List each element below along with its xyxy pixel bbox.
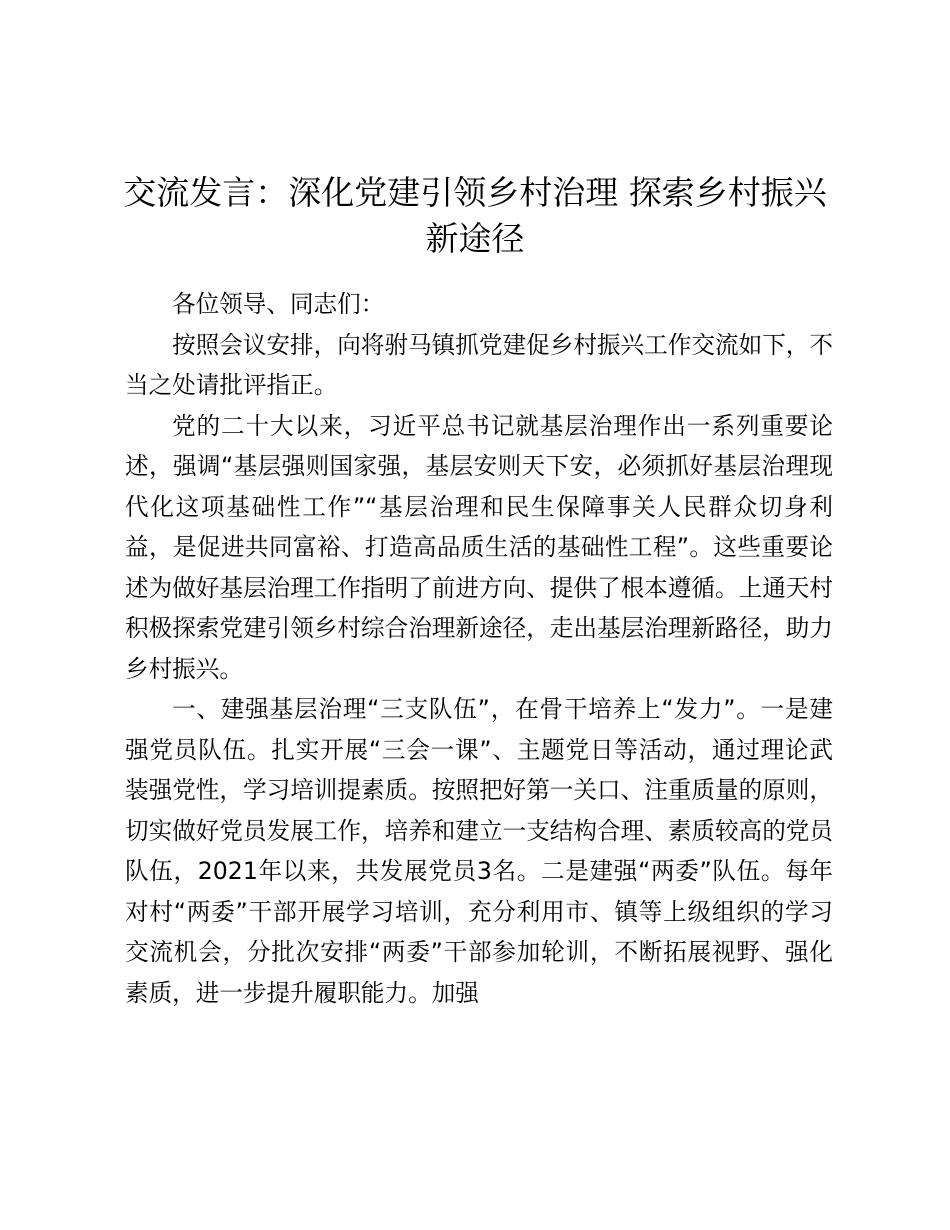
section-one-paragraph: 一、建强基层治理“三支队伍”，在骨干培养上“发力”。一是建强党员队伍。扎实开展“三会一课”、主题党日等活动，通过理论武装强党性，学习培训提素质。按照把好第一关口、注重质量的原则，切实做好党员发展工作，培养和建立一支结构合理、素质较高的党员队伍，2021年以来，共发展党员3名。二是建强“两委”队伍。每年对村“两委”干部开展学习培训，充分利用市、镇等上级组织的学习交流机会，分批次安排“两委”干部参加轮训，不断拓展视野、强化素质，进一步提升履职能力。加强 [125, 695, 833, 1007]
document-body [125, 284, 833, 1013]
opening-paragraph: 按照会议安排，向将驸马镇抓党建促乡村振兴工作交流如下，不当之处请批评指正。 [125, 330, 833, 399]
salutation-paragraph: 各位领导、同志们： [172, 290, 385, 318]
document-title: 交流发言：深化党建引领乡村治理 探索乡村振兴新途径 [123, 173, 827, 258]
background-paragraph: 党的二十大以来，习近平总书记就基层治理作出一系列重要论述，强调“基层强则国家强，基层安则天下安，必须抓好基层治理现代化这项基础性工作”“基层治理和民生保障事关人民群众切身利益，是促进共同富裕、打造高品质生活的基础性工程”。这些重要论述为做好基层治理工作指明了前进方向、提供了根本遵循。上通天村积极探索党建引领乡村综合治理新途径，走出基层治理新路径，助力乡村振兴。 [125, 411, 833, 683]
